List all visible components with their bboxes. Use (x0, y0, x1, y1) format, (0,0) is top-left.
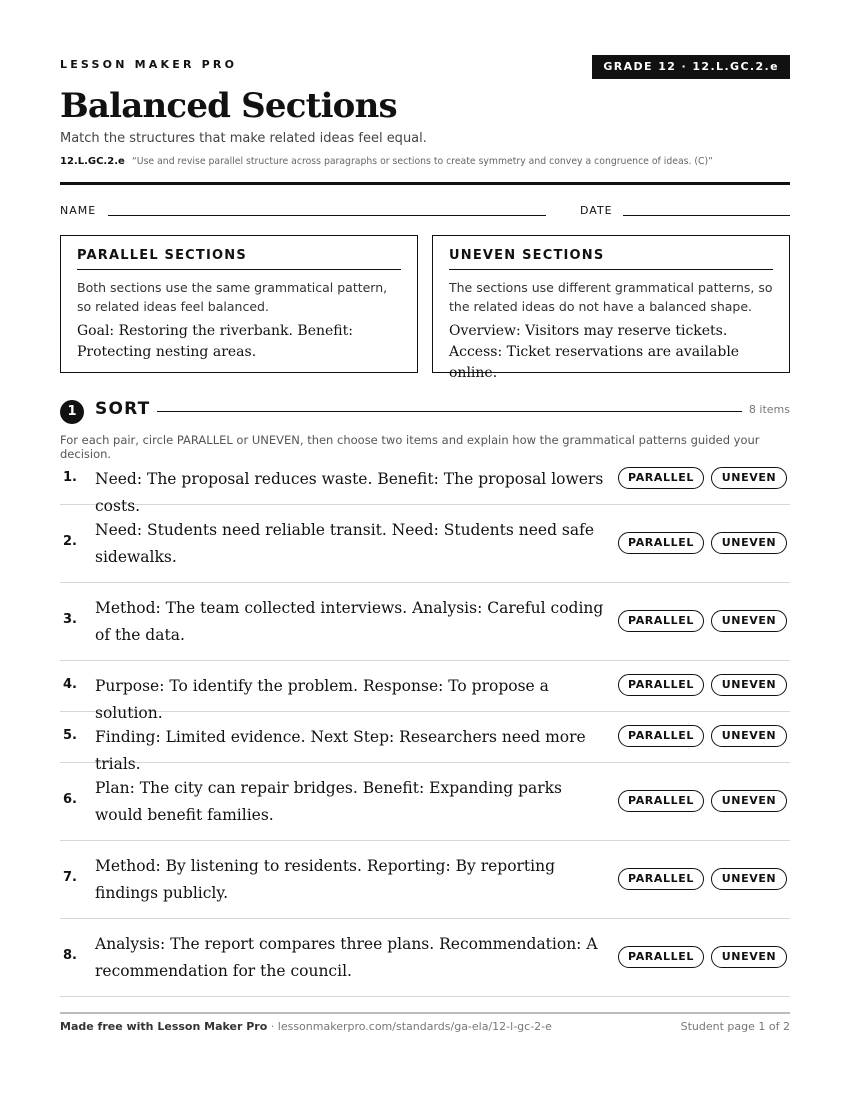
list-item (60, 661, 790, 722)
item-number: 7. (63, 870, 77, 885)
item-number: 6. (63, 792, 77, 807)
section-title: SORT (95, 399, 151, 419)
list-item (60, 712, 790, 773)
date-field[interactable] (623, 215, 790, 216)
item-number: 8. (63, 948, 77, 963)
uneven-choice-button[interactable]: UNEVEN (711, 946, 787, 968)
worksheet-page (60, 0, 790, 1100)
parallel-choice-button[interactable]: PARALLEL (618, 532, 704, 554)
parallel-choice-button[interactable]: PARALLEL (618, 725, 704, 747)
item-text: Purpose: To identify the problem. Response: To propose a solution. (95, 677, 549, 722)
item-text: Method: The team collected interviews. Analysis: Careful coding of the data. (95, 599, 604, 644)
page-footer (60, 1020, 790, 1033)
parallel-choice-button[interactable]: PARALLEL (618, 790, 704, 812)
sort-section-header (60, 399, 790, 423)
item-count: 8 items (748, 403, 790, 416)
item-text: Method: By listening to residents. Reporting: By reporting findings publicly. (95, 857, 556, 902)
parallel-choice-button[interactable]: PARALLEL (618, 946, 704, 968)
uneven-choice-button[interactable]: UNEVEN (711, 725, 787, 747)
example-box-title: PARALLEL SECTIONS (77, 248, 401, 270)
item-text: Need: Students need reliable transit. Need: Students need safe sidewalks. (95, 521, 595, 566)
sort-instructions: For each pair, circle PARALLEL or UNEVEN, then choose two items and explain how the grammatical patterns guided your decision. (60, 433, 760, 461)
example-box-sample: Overview: Visitors may reserve tickets. Access: Ticket reservations are available online. (449, 323, 740, 381)
item-number: 1. (63, 470, 77, 485)
uneven-choice-button[interactable]: UNEVEN (711, 674, 787, 696)
list-item (60, 919, 790, 997)
item-text: Need: The proposal reduces waste. Benefit: The proposal lowers costs. (95, 470, 604, 515)
uneven-choice-button[interactable]: UNEVEN (711, 610, 787, 632)
footer-divider (60, 1012, 790, 1014)
page-number: Student page 1 of 2 (680, 1020, 790, 1033)
footer-made-with: Made free with Lesson Maker Pro (60, 1020, 268, 1033)
list-item (60, 505, 790, 583)
name-label: NAME (60, 204, 97, 217)
date-label: DATE (580, 204, 613, 217)
uneven-choice-button[interactable]: UNEVEN (711, 868, 787, 890)
uneven-example-box (432, 235, 790, 381)
name-date-row (60, 204, 790, 220)
footer-url[interactable]: · lessonmakerpro.com/standards/ga-ela/12-l-gc-2-e (267, 1020, 552, 1033)
list-item (60, 583, 790, 661)
example-box-sample: Goal: Restoring the riverbank. Benefit: Protecting nesting areas. (77, 323, 353, 360)
parallel-choice-button[interactable]: PARALLEL (618, 610, 704, 632)
brand-row (60, 55, 790, 79)
item-number: 3. (63, 612, 77, 627)
uneven-choice-button[interactable]: UNEVEN (711, 532, 787, 554)
example-box-description: The sections use different grammatical patterns, so the related ideas do not have a balanced shape. (449, 280, 773, 314)
grade-badge: GRADE 12 · 12.L.GC.2.e (592, 55, 790, 79)
item-number: 2. (63, 534, 77, 549)
uneven-choice-button[interactable]: UNEVEN (711, 790, 787, 812)
list-item (60, 841, 790, 919)
brand-name: LESSON MAKER PRO (60, 58, 238, 71)
standard-code: 12.L.GC.2.e (60, 156, 125, 167)
header-divider (60, 182, 790, 185)
uneven-choice-button[interactable]: UNEVEN (711, 467, 787, 489)
item-number: 5. (63, 728, 77, 743)
sort-items-list (60, 454, 790, 997)
item-text: Finding: Limited evidence. Next Step: Researchers need more trials. (95, 728, 586, 773)
section-number-badge: 1 (60, 400, 84, 424)
page-subtitle: Match the structures that make related ideas feel equal. (60, 131, 427, 146)
parallel-choice-button[interactable]: PARALLEL (618, 467, 704, 489)
standard-text: “Use and revise parallel structure across paragraphs or sections to create symmetry and convey a congruence of ideas. (C)” (131, 156, 713, 167)
list-item (60, 763, 790, 841)
example-box-title: UNEVEN SECTIONS (449, 248, 773, 270)
standard-line (60, 156, 713, 167)
name-field[interactable] (108, 215, 546, 216)
section-rule (157, 411, 742, 412)
example-box-description: Both sections use the same grammatical pattern, so related ideas feel balanced. (77, 280, 388, 314)
item-text: Analysis: The report compares three plans. Recommendation: A recommendation for the council. (95, 935, 598, 980)
item-text: Plan: The city can repair bridges. Benefit: Expanding parks would benefit families. (95, 779, 562, 824)
parallel-choice-button[interactable]: PARALLEL (618, 674, 704, 696)
parallel-example-box (60, 235, 418, 373)
parallel-choice-button[interactable]: PARALLEL (618, 868, 704, 890)
page-title: Balanced Sections (60, 86, 397, 126)
item-number: 4. (63, 677, 77, 692)
list-item (60, 454, 790, 515)
